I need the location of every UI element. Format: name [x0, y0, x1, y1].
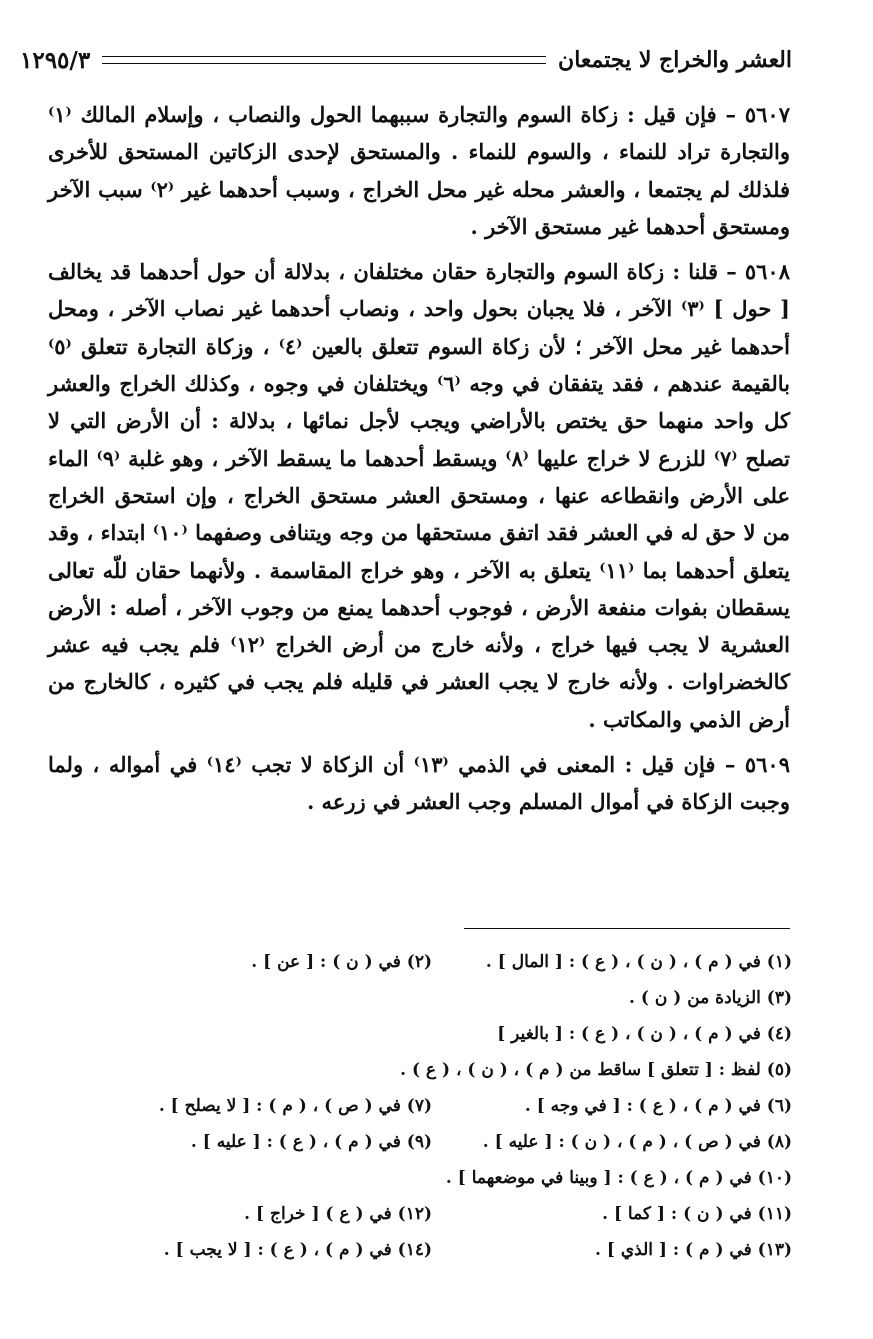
- footnote-separator: [464, 928, 790, 929]
- header-double-rule: [102, 56, 546, 64]
- paragraph-number: ٥٦٠٩: [744, 752, 790, 778]
- paragraph-text: – قلنا : زكاة السوم والتجارة حقان مختلفان ، بدلالة أن حول أحدهما قد يخالف [ حول ] ⁽٣⁾ الآخر ، فلا يجبان بحول واحد ، ونصاب أحدهما غير نصاب الآخر ، ومحل أحدهما غير محل الآخر ؛ لأن زكاة السوم تتعلق بالعين ⁽٤⁾ ، وزكاة التجارة تتعلق ⁽٥⁾ بالقيمة عندهم ، فقد يتفقان في وجه ⁽٦⁾ ويختلفان في وجوه ، وكذلك الخراج والعشر كل واحد منهما حق يختص بالأراضي ويجب لأجل نمائها ، بدلالة : أن الأرض التي لا تصلح ⁽٧⁾ للزرع لا خراج عليها ⁽٨⁾ ويسقط أحدهما ما يسقط الآخر ، وهو غلبة ⁽٩⁾ الماء على الأرض وانقطاعه عنها ، ومستحق العشر مستحق الخراج ، وإن استحق الخراج من لا حق له في العشر فقد اتفق مستحقها من وجه ويتنافى وصفهما ⁽١٠⁾ ابتداء ، وقد يتعلق أحدهما بما ⁽١١⁾ يتعلق به الآخر ، وهو خراج المقاسمة . ولأنهما حقان للّه تعالى يسقطان بفوات منفعة الأرض ، فوجوب أحدهما يمنع من وجوب الآخر ، أصله : الأرض العشرية لا يجب فيها خراج ، ولأنه خارج من أرض الخراج ⁽١٢⁾ فلم يجب فيه عشر كالخضراوات . ولأنه خارج لا يجب العشر في قليله فلم يجب في كثيره ، كالخارج من أرض الذمي والمكاتب .: [48, 259, 790, 732]
- footnote-row: [80, 1052, 792, 1088]
- footnote-8: (٨) في ( ص ) ، ( م ) ، ( ن ) : [ عليه ] .: [482, 1132, 792, 1152]
- chapter-title: العشر والخراج لا يجتمعان: [558, 47, 792, 73]
- footnote-row: [80, 1232, 792, 1268]
- paragraph-5608: [48, 253, 790, 738]
- footnote-4: (٤) في ( م ) ، ( ن ) ، ( ع ) : [ بالغير ]: [497, 1024, 792, 1044]
- footnote-row: [80, 1016, 792, 1052]
- running-header: [20, 40, 792, 80]
- footnote-6: (٦) في ( م ) ، ( ع ) : [ في وجه ] .: [524, 1096, 792, 1116]
- footnote-row: [80, 944, 792, 980]
- footnote-11: (١١) في ( ن ) : [ كما ] .: [602, 1204, 792, 1224]
- page-number: ١٢٩٥/٣: [20, 46, 91, 74]
- paragraph-text: – فإن قيل : زكاة السوم والتجارة سببهما الحول والنصاب ، وإسلام المالك ⁽١⁾ والتجارة تراد للنماء ، والسوم للنماء . والمستحق لإحدى الزكاتين المستحق للأخرى فلذلك لم يجتمعا ، والعشر محله غير محل الخراج ، وسبب أحدهما غير ⁽٢⁾ سبب الآخر ومستحق أحدهما غير مستحق الآخر .: [48, 102, 790, 239]
- footnote-3: (٣) الزيادة من ( ن ) .: [629, 988, 792, 1008]
- footnote-row: [80, 1088, 792, 1124]
- footnote-row: [80, 1124, 792, 1160]
- footnote-7: (٧) في ( ص ) ، ( م ) : [ لا يصلح ] .: [158, 1096, 432, 1116]
- footnote-2: (٢) في ( ن ) : [ عن ] .: [251, 952, 432, 972]
- footnote-1: (١) في ( م ) ، ( ن ) ، ( ع ) : [ المال ] .: [485, 952, 792, 972]
- footnote-9: (٩) في ( م ) ، ( ع ) : [ عليه ] .: [190, 1132, 432, 1152]
- paragraph-5607: [48, 96, 790, 245]
- paragraph-number: ٥٦٠٧: [744, 102, 790, 127]
- main-text: [48, 96, 790, 829]
- footnotes: [80, 944, 792, 1268]
- footnote-12: (١٢) في ( ع ) [ خراج ] .: [244, 1204, 432, 1224]
- footnote-row: [80, 1196, 792, 1232]
- footnote-13: (١٣) في ( م ) : [ الذي ] .: [595, 1240, 792, 1260]
- paragraph-number: ٥٦٠٨: [744, 259, 790, 285]
- footnote-5: (٥) لفظ : [ تتعلق ] ساقط من ( م ) ، ( ن ) ، ( ع ) .: [400, 1060, 792, 1080]
- paragraph-5609: [48, 746, 790, 821]
- footnote-10: (١٠) في ( م ) ، ( ع ) : [ وبينا في موضعهما ] .: [445, 1168, 792, 1188]
- footnote-14: (١٤) في ( م ) ، ( ع ) : [ لا يجب ] .: [163, 1240, 432, 1260]
- footnote-row: [80, 1160, 792, 1196]
- paragraph-text: – فإن قيل : المعنى في الذمي ⁽١٣⁾ أن الزكاة لا تجب ⁽١٤⁾ في أمواله ، ولما وجبت الزكاة في أموال المسلم وجب العشر في زرعه .: [48, 752, 790, 815]
- footnote-row: [80, 980, 792, 1016]
